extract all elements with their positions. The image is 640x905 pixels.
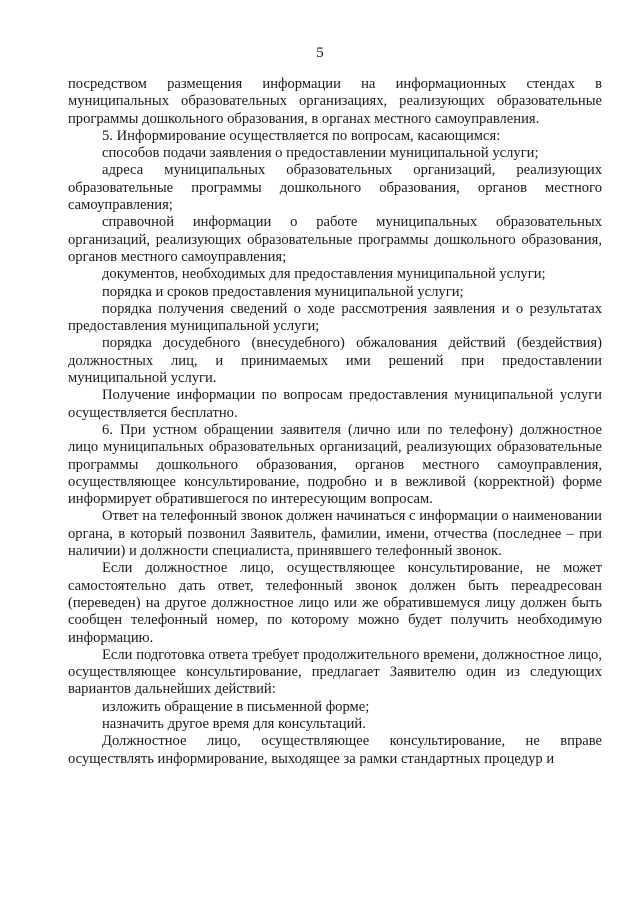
paragraph-free-of-charge: Получение информации по вопросам предоставления муниципальной услуги осуществляется бесплатно. bbox=[68, 387, 602, 421]
paragraph-item-6: 6. При устном обращении заявителя (лично или по телефону) должностное лицо муниципальных образовательных организаций, реализующих образовательные программы дошкольного образования, органов местного самоуправления, осуществляющее консультирование, подробно и в вежливой (корректной) форме информирует обратившегося по интересующим вопросам. bbox=[68, 421, 602, 508]
paragraph-continuation: посредством размещения информации на информационных стендах в муниципальных образовательных организациях, реализующих образовательные программы дошкольного образования, в органах местного самоуправления. bbox=[68, 76, 602, 127]
document-body bbox=[68, 76, 602, 768]
paragraph-list-item: способов подачи заявления о предоставлении муниципальной услуги; bbox=[102, 145, 539, 162]
paragraph-list-item: порядка и сроков предоставления муниципальной услуги; bbox=[102, 283, 464, 300]
paragraph-list-item: порядка получения сведений о ходе рассмотрения заявления и о результатах предоставления муниципальной услуги; bbox=[68, 300, 602, 335]
paragraph-option-reschedule: назначить другое время для консультаций. bbox=[102, 715, 366, 732]
paragraph-list-item: справочной информации о работе муниципальных образовательных организаций, реализующих образовательные программы дошкольного образования, органов местного самоуправления; bbox=[68, 214, 602, 265]
paragraph-list-item: порядка досудебного (внесудебного) обжалования действий (бездействия) должностных лиц, и принимаемых ими решений при предоставлении муниципальной услуги. bbox=[68, 335, 602, 387]
paragraph-phone-answer: Ответ на телефонный звонок должен начинаться с информации о наименовании органа, в который позвонил Заявитель, фамилии, имени, отчества (последнее – при наличии) и должности специалиста, принявшего телефонный звонок. bbox=[68, 508, 602, 560]
paragraph-list-item: документов, необходимых для предоставления муниципальной услуги; bbox=[102, 266, 546, 283]
page-number: 5 bbox=[316, 45, 324, 61]
paragraph-restrictions: Должностное лицо, осуществляющее консультирование, не вправе осуществлять информирование, выходящее за рамки стандартных процедур и bbox=[68, 733, 602, 767]
paragraph-redirect: Если должностное лицо, осуществляющее консультирование, не может самостоятельно дать ответ, телефонный звонок должен быть переадресован (переведен) на другое должностное лицо или же обратившемуся лицу должен быть сообщен телефонный номер, по которому можно будет получить необходимую информацию. bbox=[68, 560, 602, 646]
paragraph-list-item: адреса муниципальных образовательных организаций, реализующих образовательные программы дошкольного образования, органов местного самоуправления; bbox=[68, 162, 602, 214]
paragraph-long-answer: Если подготовка ответа требует продолжительного времени, должностное лицо, осуществляющее консультирование, предлагает Заявителю один из следующих вариантов дальнейших действий: bbox=[68, 646, 602, 698]
paragraph-option-written: изложить обращение в письменной форме; bbox=[102, 698, 370, 715]
paragraph-item-5-heading: 5. Информирование осуществляется по вопросам, касающимся: bbox=[102, 127, 501, 144]
